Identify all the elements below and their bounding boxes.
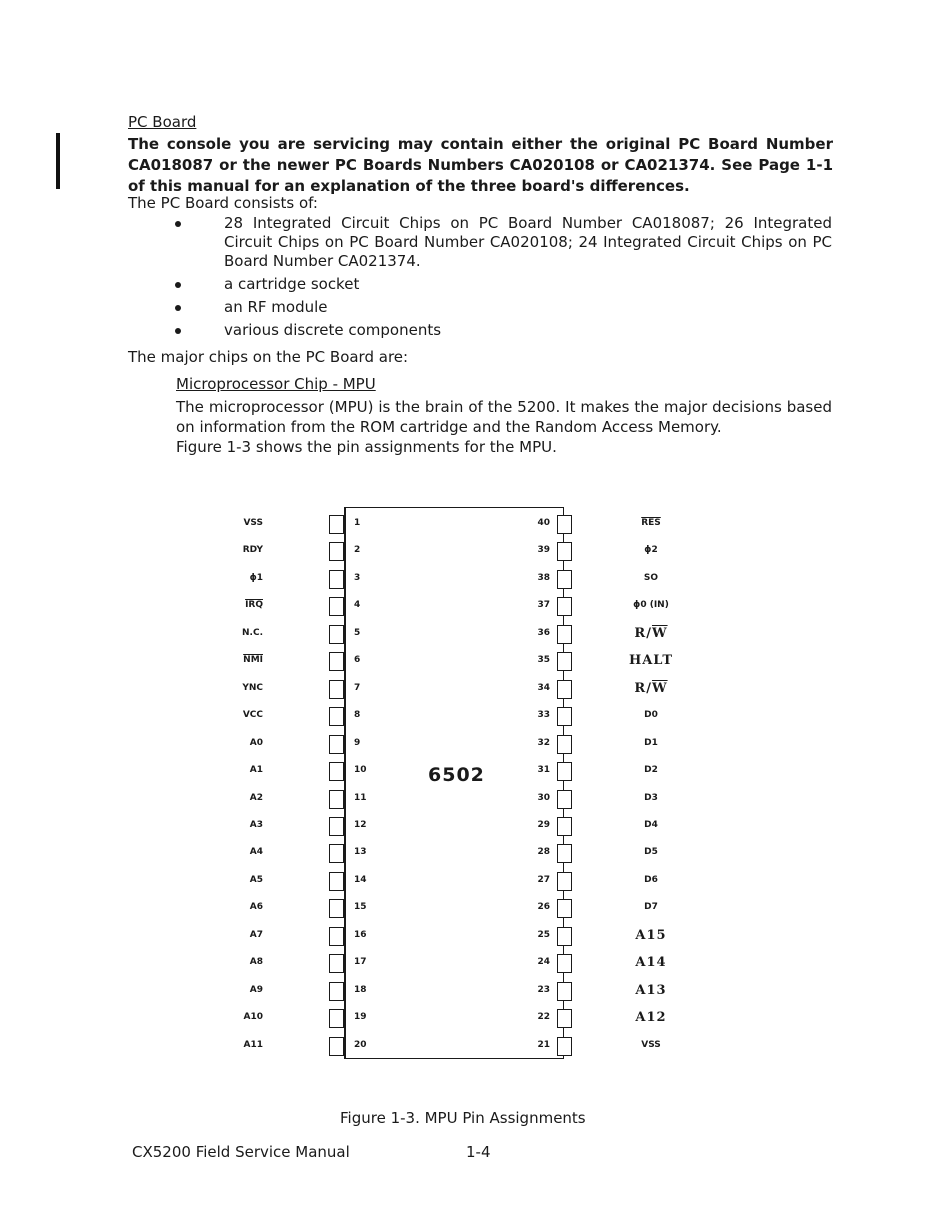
left-pin-number: 18 <box>354 984 367 995</box>
list-item: an RF module <box>172 298 832 317</box>
right-pin-box <box>557 542 572 561</box>
list-item: a cartridge socket <box>172 275 832 294</box>
right-pin-number: 28 <box>537 847 550 858</box>
left-pin-number: 20 <box>354 1039 367 1050</box>
right-pin-number: 30 <box>537 792 550 803</box>
right-pin-signal: ϕ2 <box>644 545 658 556</box>
board-intro-paragraph: The console you are servicing may contain either the original PC Board Number CA018087 or the newer PC Boards Numbers CA020108 or CA021374. See Page 1-1 of this manual for an explanation of the three board's differences. <box>128 135 833 195</box>
right-pin-signal: D2 <box>644 765 658 776</box>
left-pin-box <box>329 570 344 589</box>
left-pin-box <box>329 872 344 891</box>
left-pin-signal: A9 <box>249 984 263 995</box>
left-pin-signal: A4 <box>249 847 263 858</box>
left-pin-signal: VSS <box>243 518 263 528</box>
right-pin-box <box>557 652 572 671</box>
right-pin-number: 27 <box>537 874 550 885</box>
left-pin-number: 6 <box>354 655 361 666</box>
right-pin-signal: A14 <box>635 955 667 971</box>
right-pin-box <box>557 817 572 836</box>
right-pin-number: 35 <box>537 655 550 666</box>
left-pin-signal: A5 <box>249 874 263 885</box>
bullet-icon <box>175 305 181 311</box>
right-pin-number: 24 <box>537 957 550 968</box>
right-pin-signal: D1 <box>644 737 658 748</box>
right-pin-box <box>557 735 572 754</box>
left-pin-number: 19 <box>354 1012 367 1023</box>
right-pin-box <box>557 927 572 946</box>
change-bar <box>56 133 60 189</box>
right-pin-number: 21 <box>537 1039 550 1050</box>
left-pin-signal: A1 <box>249 765 263 776</box>
right-pin-number: 34 <box>537 682 550 693</box>
right-pin-box <box>557 762 572 781</box>
left-pin-signal: A8 <box>249 957 263 968</box>
mpu-description-paragraph: The microprocessor (MPU) is the brain of the 5200. It makes the major decisions based on information from the ROM cartridge and the Random Access Memory. <box>176 398 832 436</box>
left-pin-signal: A10 <box>243 1012 263 1023</box>
left-pin-box <box>329 735 344 754</box>
right-pin-number: 38 <box>537 572 550 583</box>
left-pin-number: 17 <box>354 957 367 968</box>
right-pin-signal: D7 <box>644 902 658 913</box>
left-pin-signal: A2 <box>249 792 263 803</box>
right-pin-number: 23 <box>537 984 550 995</box>
right-pin-signal: D3 <box>644 792 658 803</box>
left-pin-box <box>329 515 344 534</box>
right-pin-box <box>557 954 572 973</box>
right-pin-signal: D5 <box>644 847 658 858</box>
right-pin-number: 40 <box>537 518 550 528</box>
left-pin-signal: A11 <box>243 1039 263 1050</box>
left-pin-signal: A0 <box>249 737 263 748</box>
left-pin-signal: YNC <box>242 682 263 693</box>
left-pin-box <box>329 625 344 644</box>
left-pin-box <box>329 680 344 699</box>
left-pin-signal: ϕ1 <box>249 572 263 583</box>
footer-title: CX5200 Field Service Manual <box>132 1143 350 1161</box>
right-pin-signal: A15 <box>635 927 667 943</box>
right-pin-number: 29 <box>537 819 550 830</box>
right-pin-signal: A12 <box>635 1010 667 1026</box>
right-pin-signal: D6 <box>644 874 658 885</box>
right-pin-number: 39 <box>537 545 550 556</box>
left-pin-number: 3 <box>354 572 361 583</box>
right-pin-number: 31 <box>537 765 550 776</box>
left-pin-signal: $\overline{NMI}$ <box>243 655 263 666</box>
left-pin-number: 4 <box>354 600 361 611</box>
left-pin-box <box>329 954 344 973</box>
left-pin-box <box>329 1009 344 1028</box>
left-pin-signal: RDY <box>242 545 263 556</box>
right-pin-number: 22 <box>537 1012 550 1023</box>
right-pin-signal: D4 <box>644 819 658 830</box>
right-pin-signal: SO <box>643 572 659 583</box>
section-heading: PC Board <box>128 113 197 131</box>
left-pin-number: 14 <box>354 874 367 885</box>
left-pin-box <box>329 652 344 671</box>
right-pin-box <box>557 680 572 699</box>
bullet-icon <box>175 282 181 288</box>
right-pin-box <box>557 844 572 863</box>
left-pin-signal: A6 <box>249 902 263 913</box>
right-pin-box <box>557 899 572 918</box>
left-pin-number: 5 <box>354 627 361 638</box>
right-pin-number: 32 <box>537 737 550 748</box>
major-chips-paragraph: The major chips on the PC Board are: <box>128 348 409 366</box>
component-list <box>172 214 832 344</box>
left-pin-box <box>329 899 344 918</box>
figure-caption: Figure 1-3. MPU Pin Assignments <box>340 1109 586 1127</box>
chip-outline-left-edge <box>344 507 346 1058</box>
left-pin-box <box>329 927 344 946</box>
right-pin-number: 33 <box>537 710 550 721</box>
left-pin-number: 10 <box>354 765 367 776</box>
left-pin-number: 11 <box>354 792 367 803</box>
right-pin-number: 25 <box>537 929 550 940</box>
left-pin-box <box>329 844 344 863</box>
right-pin-signal: A13 <box>635 982 667 998</box>
right-pin-box <box>557 515 572 534</box>
right-pin-number: 37 <box>537 600 550 611</box>
right-pin-number: 36 <box>537 627 550 638</box>
left-pin-signal: N.C. <box>242 627 263 638</box>
bullet-icon <box>175 328 181 334</box>
left-pin-box <box>329 597 344 616</box>
right-pin-signal: $R/\overline{W}$ <box>634 625 668 641</box>
left-pin-signal: A7 <box>249 929 263 940</box>
right-pin-signal: $R/\overline{W}$ <box>634 680 668 696</box>
figure-reference-paragraph: Figure 1-3 shows the pin assignments for the MPU. <box>176 438 557 456</box>
right-pin-box <box>557 1037 572 1056</box>
page-number: 1-4 <box>466 1143 491 1161</box>
board-consists-paragraph: The PC Board consists of: <box>128 194 318 212</box>
left-pin-signal: $\overline{IRQ}$ <box>245 600 263 611</box>
left-pin-box <box>329 790 344 809</box>
right-pin-signal: D0 <box>644 710 658 721</box>
right-pin-box <box>557 597 572 616</box>
left-pin-signal: VCC <box>242 710 263 721</box>
right-pin-signal: $\overline{RES}$ <box>641 518 661 528</box>
right-pin-box <box>557 707 572 726</box>
left-pin-number: 15 <box>354 902 367 913</box>
right-pin-box <box>557 982 572 1001</box>
list-item: 28 Integrated Circuit Chips on PC Board Number CA018087; 26 Integrated Circuit Chips on PC Board Number CA020108; 24 Integrated Circuit Chips on PC Board Number CA021374. <box>172 214 832 271</box>
left-pin-signal: A3 <box>249 819 263 830</box>
left-pin-number: 8 <box>354 710 361 721</box>
left-pin-number: 7 <box>354 682 361 693</box>
subsection-heading: Microprocessor Chip - MPU <box>176 375 376 393</box>
right-pin-box <box>557 872 572 891</box>
right-pin-signal: VSS <box>641 1039 661 1050</box>
bullet-icon <box>175 221 181 227</box>
left-pin-box <box>329 762 344 781</box>
left-pin-number: 1 <box>354 518 361 528</box>
left-pin-box <box>329 542 344 561</box>
left-pin-number: 9 <box>354 737 361 748</box>
right-pin-box <box>557 790 572 809</box>
right-pin-number: 26 <box>537 902 550 913</box>
left-pin-box <box>329 707 344 726</box>
right-pin-box <box>557 625 572 644</box>
left-pin-number: 16 <box>354 929 367 940</box>
right-pin-box <box>557 1009 572 1028</box>
left-pin-box <box>329 817 344 836</box>
chip-label: 6502 <box>428 764 485 786</box>
left-pin-number: 2 <box>354 545 361 556</box>
right-pin-signal: HALT <box>628 653 674 669</box>
list-item: various discrete components <box>172 321 832 340</box>
right-pin-box <box>557 570 572 589</box>
left-pin-box <box>329 982 344 1001</box>
left-pin-number: 12 <box>354 819 367 830</box>
left-pin-number: 13 <box>354 847 367 858</box>
right-pin-signal: ϕ0 (IN) <box>633 600 669 611</box>
left-pin-box <box>329 1037 344 1056</box>
